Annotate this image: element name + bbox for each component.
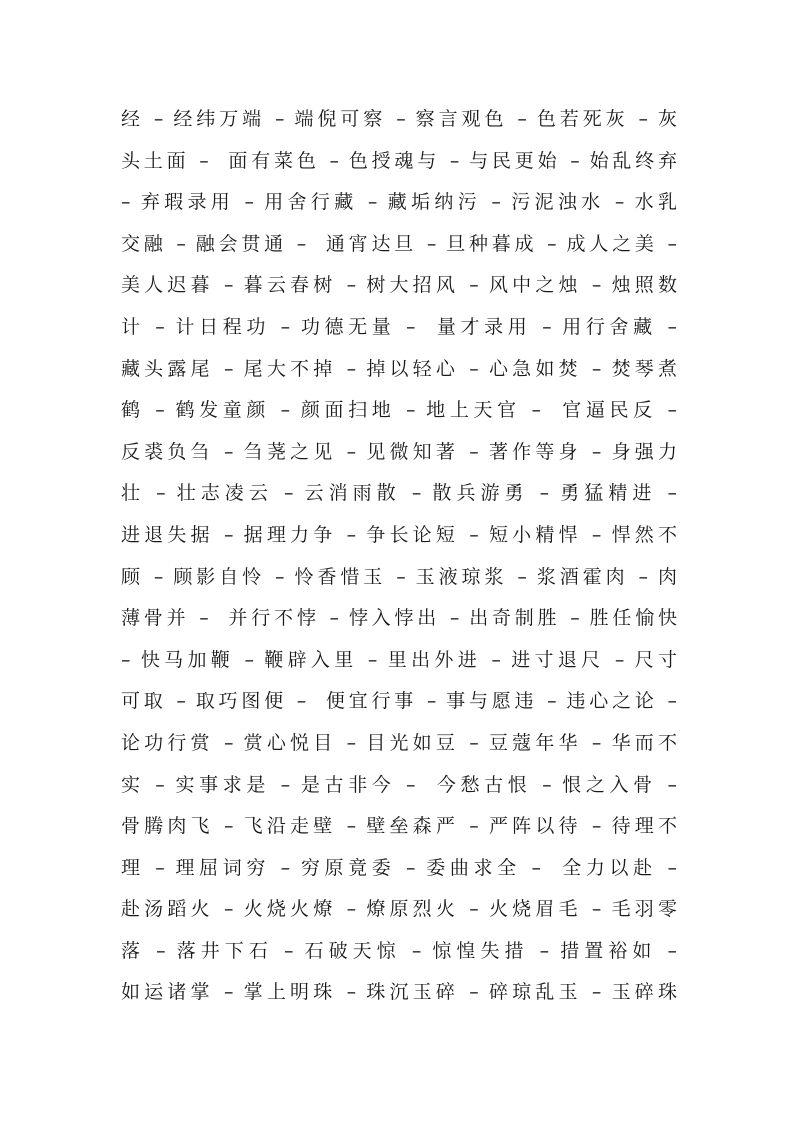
text-line: 美人迟暮 – 暮云春树 – 树大招风 – 风中之烛 – 烛照数: [121, 274, 677, 297]
text-line: 论功行赏 – 赏心悦目 – 目光如豆 – 豆蔻年华 – 华而不: [121, 731, 677, 754]
text-line: 藏头露尾 – 尾大不掉 – 掉以轻心 – 心急如焚 – 焚琴煮: [121, 357, 677, 380]
text-line: 计 – 计日程功 – 功德无量 – 量才录用 – 用行舍藏 –: [121, 315, 677, 338]
text-line: 头土面 – 面有菜色 – 色授魂与 – 与民更始 – 始乱终弃: [121, 149, 677, 172]
text-line: 反裘负刍 – 刍荛之见 – 见微知著 – 著作等身 – 身强力: [121, 440, 677, 463]
text-line: 顾 – 顾影自怜 – 怜香惜玉 – 玉液琼浆 – 浆酒霍肉 – 肉: [121, 565, 677, 588]
text-line: 壮 – 壮志凌云 – 云消雨散 – 散兵游勇 – 勇猛精进 –: [121, 482, 677, 505]
text-line: 赴汤蹈火 – 火烧火燎 – 燎原烈火 – 火烧眉毛 – 毛羽零: [121, 898, 677, 921]
text-line: – 弃瑕录用 – 用舍行藏 – 藏垢纳污 – 污泥浊水 – 水乳: [121, 191, 677, 214]
text-line: 进退失据 – 据理力争 – 争长论短 – 短小精悍 – 悍然不: [121, 523, 677, 546]
text-line: 实 – 实事求是 – 是古非今 – 今愁古恨 – 恨之入骨 –: [121, 773, 677, 796]
text-line: – 快马加鞭 – 鞭辟入里 – 里出外进 – 进寸退尺 – 尺寸: [121, 648, 677, 671]
text-line: 骨腾肉飞 – 飞沿走壁 – 壁垒森严 – 严阵以待 – 待理不: [121, 815, 677, 838]
text-line: 交融 – 融会贯通 – 通宵达旦 – 旦种暮成 – 成人之美 –: [121, 232, 677, 255]
text-line: 如运诸掌 – 掌上明珠 – 珠沉玉碎 – 碎琼乱玉 – 玉碎珠: [121, 981, 677, 1004]
text-line: 鹤 – 鹤发童颜 – 颜面扫地 – 地上天官 – 官逼民反 –: [121, 399, 677, 422]
text-line: 理 – 理屈词穷 – 穷原竟委 – 委曲求全 – 全力以赴 –: [121, 856, 677, 879]
text-line: 经 – 经纬万端 – 端倪可察 – 察言观色 – 色若死灰 – 灰: [121, 108, 677, 130]
text-line: 落 – 落井下石 – 石破天惊 – 惊惶失措 – 措置裕如 –: [121, 939, 677, 962]
idiom-chain-text: [121, 103, 677, 1018]
text-line: 薄骨并 – 并行不悖 – 悖入悖出 – 出奇制胜 – 胜任愉快: [121, 607, 677, 630]
text-line: 可取 – 取巧图便 – 便宜行事 – 事与愿违 – 违心之论 –: [121, 690, 677, 713]
